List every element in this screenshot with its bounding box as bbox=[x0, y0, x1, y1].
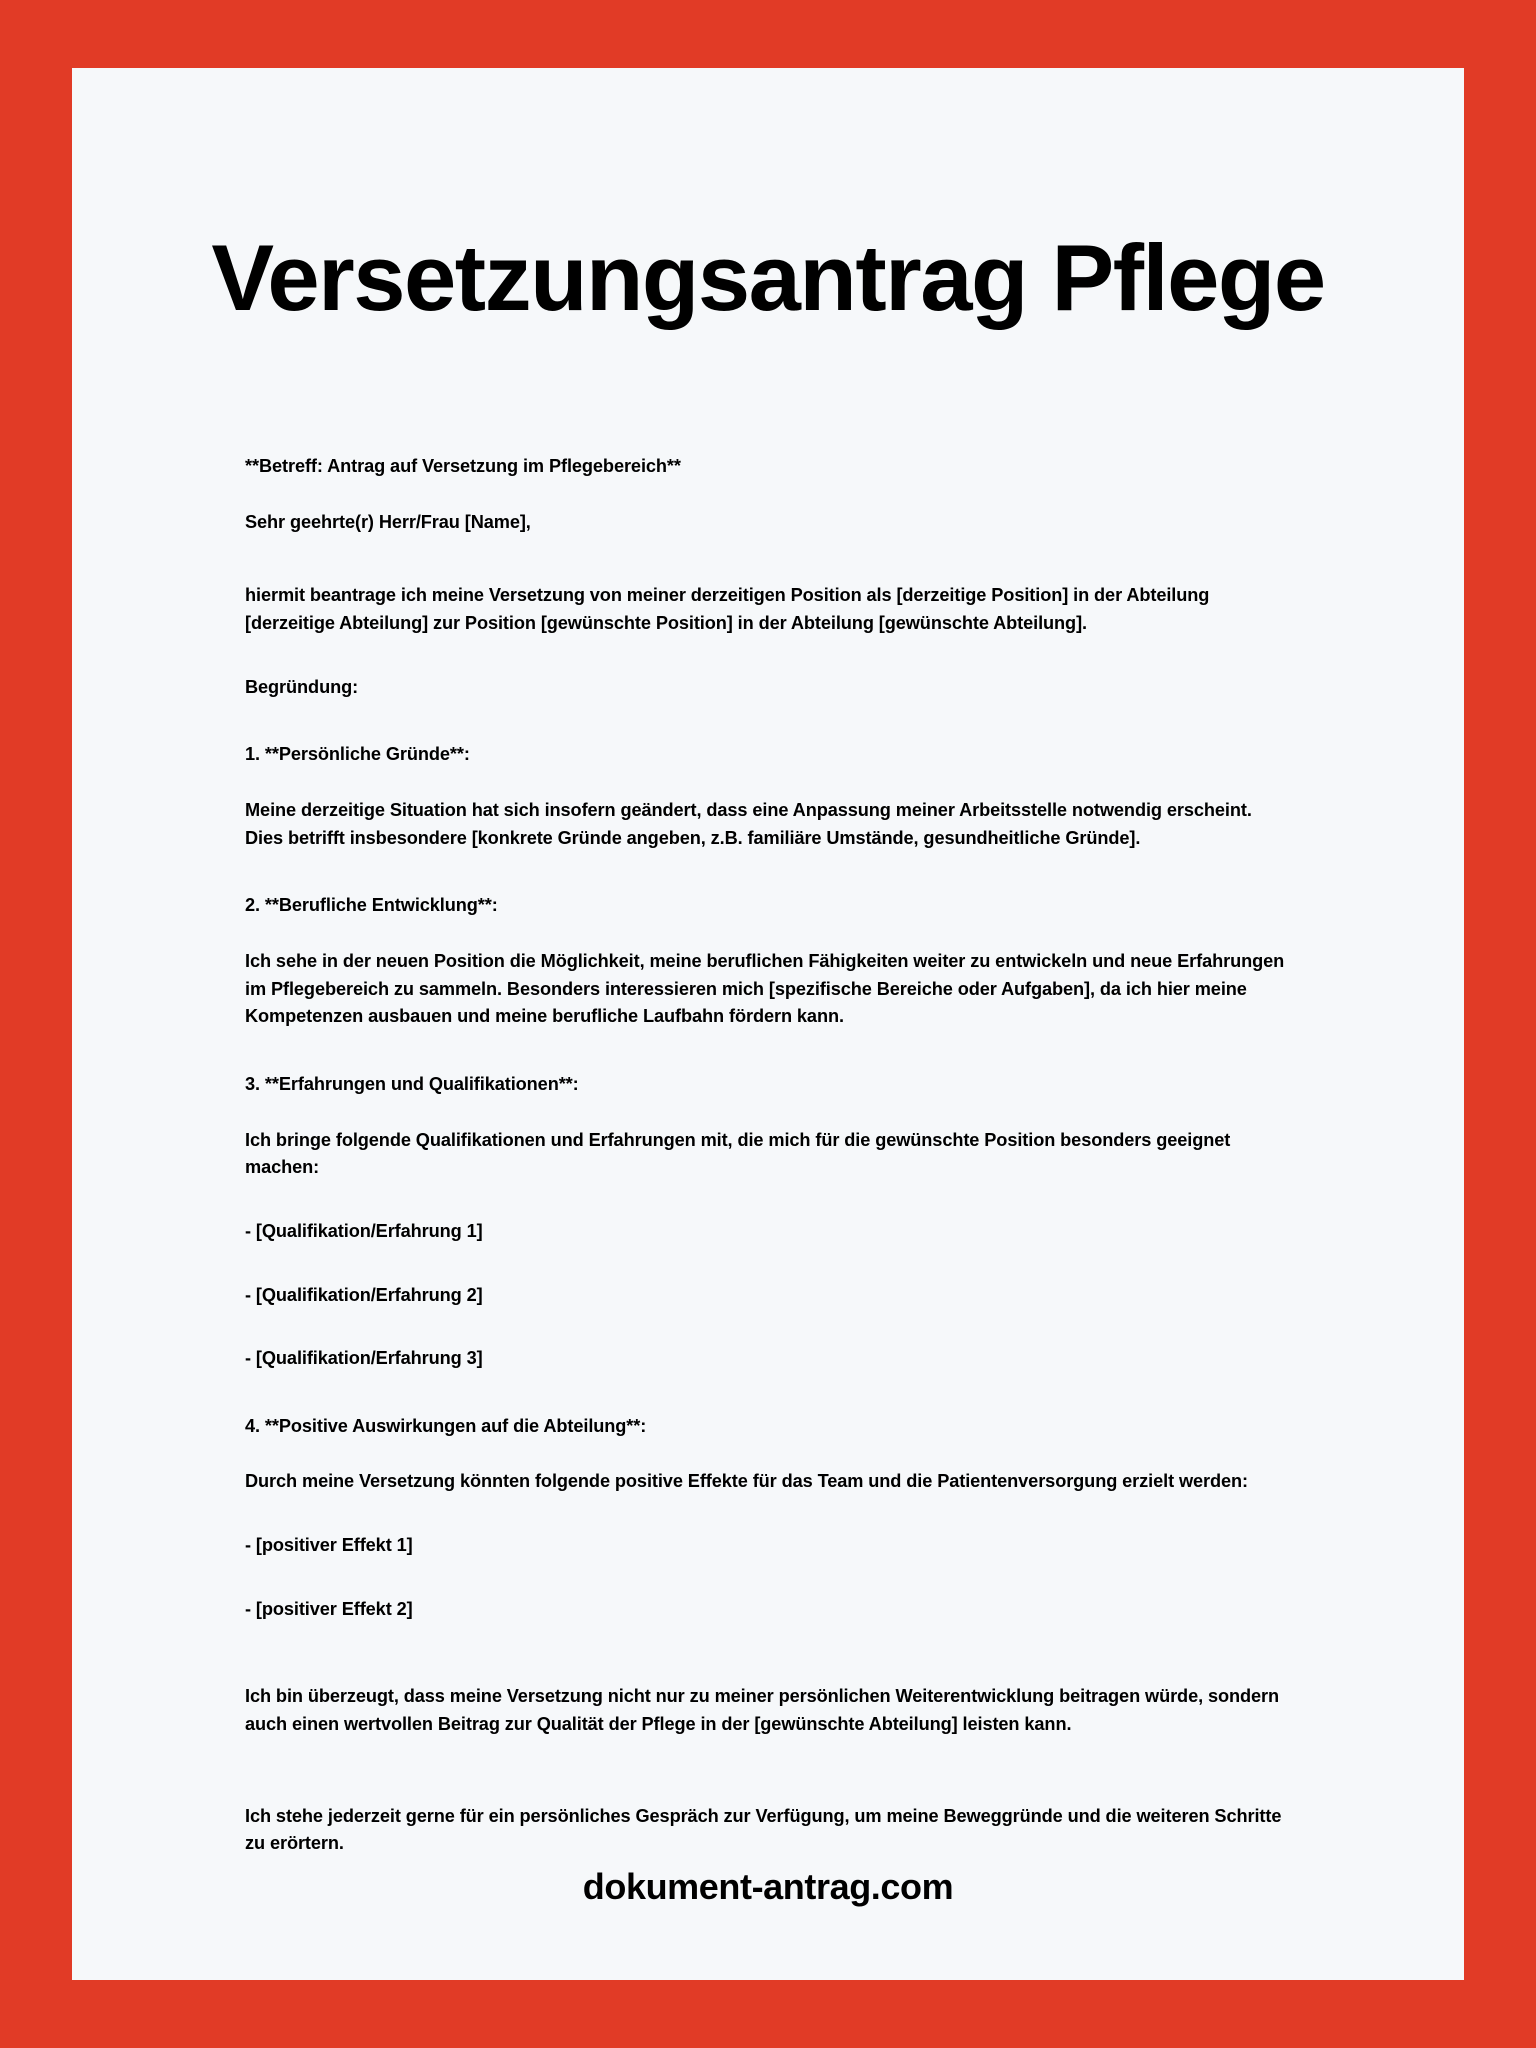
intro-paragraph: hiermit beantrage ich meine Versetzung von meiner derzeitigen Position als [derzeitige Position] in der Abteilung [derzeitige Abteilung] zur Position [gewünschte Position] in der Abteilung [gewünschte Abteilung]. bbox=[245, 585, 1210, 633]
document-page bbox=[72, 68, 1464, 1980]
section-3-heading: 3. **Erfahrungen und Qualifikationen**: bbox=[245, 1073, 579, 1094]
list-item: - [Qualifikation/Erfahrung 3] bbox=[245, 1348, 483, 1369]
section-4-heading: 4. **Positive Auswirkungen auf die Abteilung**: bbox=[245, 1415, 647, 1436]
closing-paragraph-1: Ich bin überzeugt, dass meine Versetzung nicht nur zu meiner persönlichen Weiterentwicklung beitragen würde, sondern auch einen wertvollen Beitrag zur Qualität der Pflege in der [gewünschte Abteilung] leisten kann. bbox=[245, 1686, 1280, 1735]
list-item: - [positiver Effekt 1] bbox=[245, 1535, 413, 1556]
footer bbox=[72, 1866, 1464, 1908]
section-3-body: Ich bringe folgende Qualifikationen und Erfahrungen mit, die mich für die gewünschte Position besonders geeignet machen: bbox=[245, 1129, 1231, 1178]
section-2-body: Ich sehe in der neuen Position die Möglichkeit, meine beruflichen Fähigkeiten weiter zu entwickeln und neue Erfahrungen im Pflegebereich zu sammeln. Besonders interessieren mich [spezifische Bereiche oder Aufgaben], da ich hier meine Kompetenzen ausbauen und meine berufliche Laufbahn fördern kann. bbox=[245, 950, 1285, 1027]
reason-heading: Begründung: bbox=[245, 676, 359, 697]
section-1-heading: 1. **Persönliche Gründe**: bbox=[245, 744, 470, 765]
document-body bbox=[245, 453, 1293, 1858]
closing-paragraph-2: Ich stehe jederzeit gerne für ein persönliches Gespräch zur Verfügung, um meine Beweggründe und die weiteren Schritte zu erörtern. bbox=[245, 1805, 1282, 1854]
subject-line: **Betreff: Antrag auf Versetzung im Pflegebereich** bbox=[245, 456, 681, 476]
list-item: - [Qualifikation/Erfahrung 1] bbox=[245, 1220, 483, 1241]
section-2-heading: 2. **Berufliche Entwicklung**: bbox=[245, 895, 498, 916]
site-name: dokument-antrag.com bbox=[582, 1866, 954, 1907]
section-1-body: Meine derzeitige Situation hat sich insofern geändert, dass eine Anpassung meiner Arbeitsstelle notwendig erscheint. Dies betrifft insbesondere [konkrete Gründe angeben, z.B. familiäre Umstände, gesundheitliche Gründe]. bbox=[245, 799, 1252, 848]
salutation: Sehr geehrte(r) Herr/Frau [Name], bbox=[245, 511, 531, 532]
page-title: Versetzungsantrag Pflege bbox=[211, 224, 1325, 330]
section-4-body: Durch meine Versetzung könnten folgende positive Effekte für das Team und die Patientenversorgung erzielt werden: bbox=[245, 1471, 1249, 1492]
list-item: - [positiver Effekt 2] bbox=[245, 1598, 413, 1619]
list-item: - [Qualifikation/Erfahrung 2] bbox=[245, 1284, 483, 1305]
